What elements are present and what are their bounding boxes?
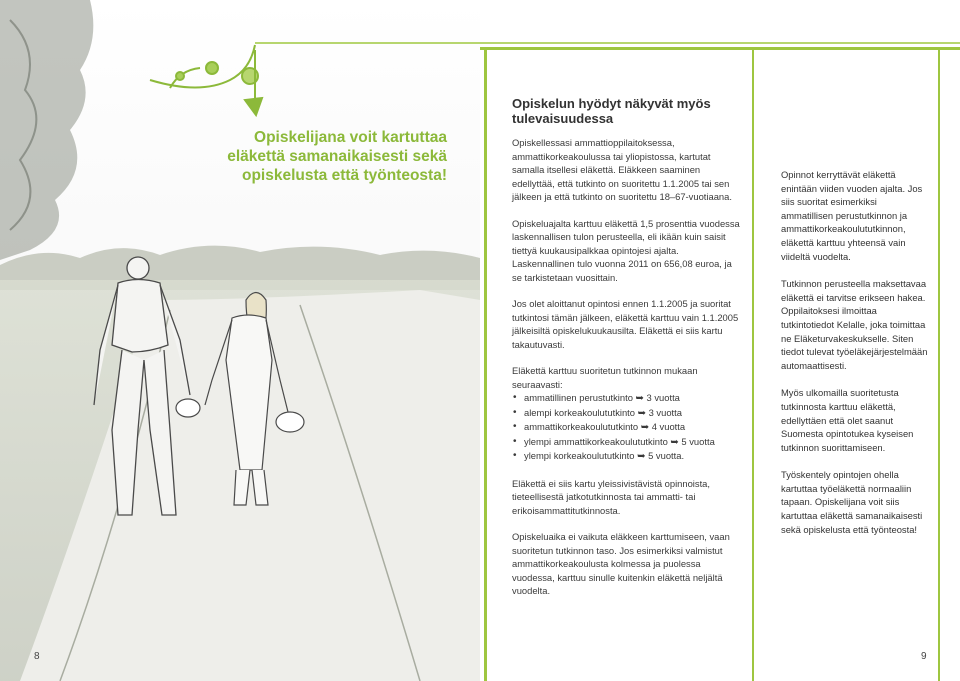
right-paragraph-1: Opinnot kerryttävät eläkettä enintään viiden vuoden ajalta. Jos siis suoritat esimerkiksi ammatillisen perustutkinnon ja ammattikorkeakoulututkinnon, eläkettä karttuu yhteensä vain viideltä vuodelta.: [781, 169, 923, 262]
list-item: • ammatillinen perustutkinto ➥ 3 vuotta: [512, 391, 742, 406]
right-paragraph-2: Tutkinnon perusteella maksettavaa eläkettä ei tarvitse erikseen hakea. Oppilaitoksesi ilmoittaa tutkintotiedot Kelalle, joka toimittaa ne Eläketurvakeskukselle. Siten tiedot tulevat työeläkejärjestelmään automaattisesti.: [781, 278, 928, 371]
paragraph-4: Eläkettä karttuu suoritetun tutkinnon mukaan seuraavasti:: [512, 365, 698, 390]
list-item: • ylempi korkeakoulututkinto ➥ 5 vuotta.: [512, 449, 742, 464]
page-number-right: 9: [921, 651, 927, 662]
left-page-headline: Opiskelijana voit kartuttaa eläkettä samanaikaisesti sekä opiskelusta että työnteosta!: [227, 129, 447, 184]
section-title: Opiskelun hyödyt näkyvät myös tulevaisuudessa: [512, 96, 711, 126]
list-item: • ylempi ammattikorkeakoulututkinto ➥ 5 vuotta: [512, 435, 742, 450]
paragraph-5: Eläkettä ei siis kartu yleissivistävistä opinnoista, tieteellisestä jatkotutkinnosta tai ammatti- tai erikoisammattitutkinnosta.: [512, 477, 711, 516]
paragraph-3: Jos olet aloittanut opintosi ennen 1.1.2005 ja suoritat tutkintosi tämän jälkeen, eläkettä karttuu vain 1.1.2005 jälkeisiltä opiskelukuukausilta. Eläkettä ei siis kartu takautuvasti.: [512, 298, 739, 350]
right-paragraph-3: Myös ulkomailla suoritetusta tutkinnosta karttuu eläkettä, edellyttäen että olet saanut Suomesta opintotukea kyseisen tutkinnon suorittamiseen.: [781, 387, 914, 453]
arrow-icon: ➥: [670, 436, 679, 448]
frame-line-right: [938, 47, 940, 681]
arrow-icon: ➥: [640, 422, 650, 433]
middle-column: [512, 96, 742, 611]
right-paragraph-4: Työskentely opintojen ohella kartuttaa työeläkettä normaaliin tapaan. Opiskelijana voit siis kartuttaa eläkettä samanaikaisesti sekä opiskelusta että työnteosta!: [781, 469, 923, 535]
arrow-icon: ➥: [637, 407, 646, 419]
degree-list: [512, 391, 742, 464]
right-column: [781, 168, 931, 550]
paragraph-2: Opiskeluajalta karttuu eläkettä 1,5 prosenttia vuodessa laskennallisen tulon perusteella, eli ikään kuin saisit tiettyä kuukausipalkkaa opintojesi ajalta. Laskennallinen tulo vuonna 2011 on 656,08 euroa, ja se tarkistetaan vuosittain.: [512, 217, 740, 283]
page-number-left: 8: [34, 651, 40, 662]
paragraph-1: Opiskellessasi ammattioppilaitoksessa, ammattikorkeakoulussa tai yliopistossa, kartutat samalla itsellesi eläkettä. Eläkkeen saaminen edellyttää, että tutkinto on suoritettu 1.1.2005 tai sen jälkeen ja että tutkinto on suoritettu 18–67-vuotiaana.: [512, 137, 732, 202]
frame-line-top: [480, 47, 960, 50]
frame-line-top-thin: [255, 42, 960, 44]
list-item: • alempi korkeakoulututkinto ➥ 3 vuotta: [512, 406, 742, 421]
frame-line-left: [484, 47, 487, 681]
arrow-icon: ➥: [635, 393, 644, 404]
list-item: • ammattikorkeakoulututkinto ➥ 4 vuotta: [512, 420, 742, 435]
arrow-icon: ➥: [637, 451, 646, 462]
frame-line-middle: [752, 47, 754, 681]
paragraph-6: Opiskeluaika ei vaikuta eläkkeen karttumiseen, vaan suoritetun tutkinnon taso. Jos esimerkiksi valmistut ammattikorkeakoulusta kolmessa ja puolessa vuodessa, karttuu sinulle kuitenkin eläkettä neljältä vuodelta.: [512, 531, 730, 596]
